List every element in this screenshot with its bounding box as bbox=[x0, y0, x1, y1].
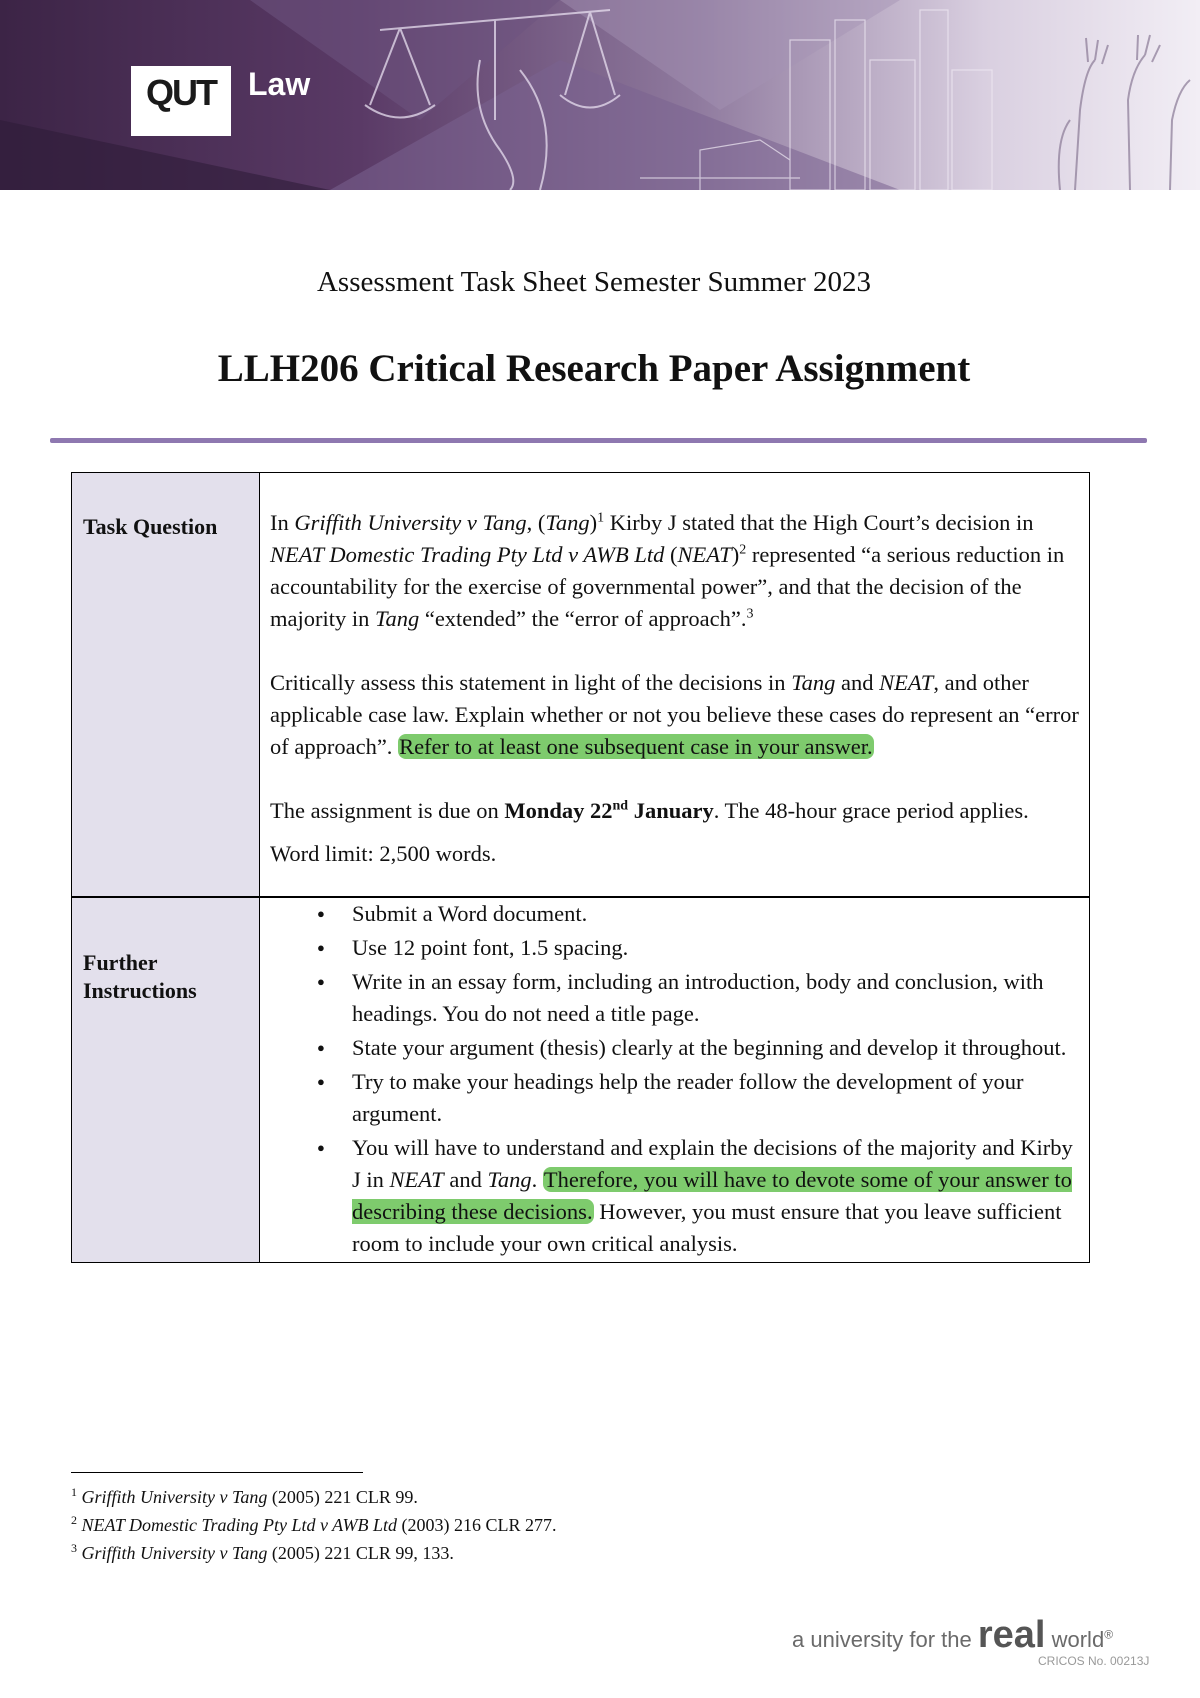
page-subtitle: Assessment Task Sheet Semester Summer 2023 bbox=[316, 266, 872, 298]
footnote-separator bbox=[71, 1472, 363, 1473]
further-instructions-label: Further Instructions bbox=[72, 898, 260, 1262]
task-table bbox=[71, 472, 1090, 1263]
qut-logo-mark: QUT bbox=[146, 72, 216, 113]
law-logo-word: Law bbox=[248, 66, 311, 102]
highlighted-instruction: Refer to at least one subsequent case in your answer. bbox=[399, 734, 873, 759]
footnote-ref-3[interactable]: 3 bbox=[746, 606, 754, 622]
task-question-content bbox=[260, 473, 1089, 896]
page-title: LLH206 Critical Research Paper Assignment bbox=[217, 347, 971, 390]
case-name: Griffith University v Tang bbox=[294, 510, 527, 535]
word-limit: Word limit: 2,500 words. bbox=[270, 841, 497, 866]
highlighted-instruction: Therefore, you will have to devote some of your answer to describing these decisions. bbox=[352, 1167, 1072, 1224]
footnote-1: $^1$ Griffith University v Tang (2005) 221 CLR 99. bbox=[71, 1485, 418, 1507]
footnotes bbox=[71, 1481, 971, 1565]
list-item: ● Submit a Word document. bbox=[352, 898, 1079, 930]
footnote-ref-1[interactable]: 1 bbox=[597, 510, 605, 526]
header-banner bbox=[0, 0, 1200, 190]
case-name: NEAT Domestic Trading Pty Ltd v AWB Ltd bbox=[270, 542, 665, 567]
title-divider bbox=[50, 438, 1147, 443]
list-item: ● Use 12 point font, 1.5 spacing. bbox=[352, 932, 1079, 964]
task-question-paragraph-2: Critically assess this statement in light of the decisions in Tang and NEAT, and other applicable case law. Explain whether or not you believe these cases do represent an “error of approach”. Refer to at least one subsequent case in your answer. bbox=[270, 670, 1079, 759]
footnote-3: $^3$ Griffith University v Tang (2005) 221 CLR 99, 133. bbox=[71, 1541, 454, 1563]
task-question-paragraph-1: In Griffith University v Tang, (Tang)$^1$ Kirby J stated that the High Court’s decision in NEAT Domestic Trading Pty Ltd v AWB Ltd (NEAT)$^2$ represented “a serious reduction in accountability for the exercise of governmental power”, and that the decision of the majority in Tang “extended” the “error of approach”.$^3$ bbox=[270, 510, 1065, 631]
due-date-paragraph: The assignment is due on Monday 22nd January. The 48-hour grace period applies. bbox=[270, 798, 1029, 823]
list-item: ● Write in an essay form, including an introduction, body and conclusion, with headings. You do not need a title page. bbox=[352, 966, 1079, 1030]
cricos-number: CRICOS No. 00213J bbox=[1038, 1654, 1150, 1668]
task-question-row bbox=[72, 473, 1089, 896]
list-item: ● You will have to understand and explain the decisions of the majority and Kirby J in NEAT and Tang. Therefore, you will have to devote some of your answer to describing these decisions. However, you must ensure that you leave sufficient room to include your own critical analysis. bbox=[352, 1132, 1079, 1260]
further-instructions-row bbox=[72, 896, 1089, 1262]
list-item: ● State your argument (thesis) clearly at the beginning and develop it throughout. bbox=[352, 1032, 1079, 1064]
footnote-ref-2[interactable]: 2 bbox=[739, 542, 747, 558]
due-date: Monday 22nd January bbox=[504, 798, 714, 823]
further-instructions-content bbox=[260, 898, 1089, 1262]
task-question-label: Task Question bbox=[72, 473, 260, 896]
university-tagline: a university for the real world® bbox=[792, 1614, 1114, 1656]
qut-logo bbox=[131, 66, 231, 136]
footnote-2: $^2$ NEAT Domestic Trading Pty Ltd v AWB Ltd (2003) 216 CLR 277. bbox=[71, 1513, 557, 1535]
instructions-list bbox=[270, 898, 1079, 1260]
list-item: ● Try to make your headings help the reader follow the development of your argument. bbox=[352, 1066, 1079, 1130]
